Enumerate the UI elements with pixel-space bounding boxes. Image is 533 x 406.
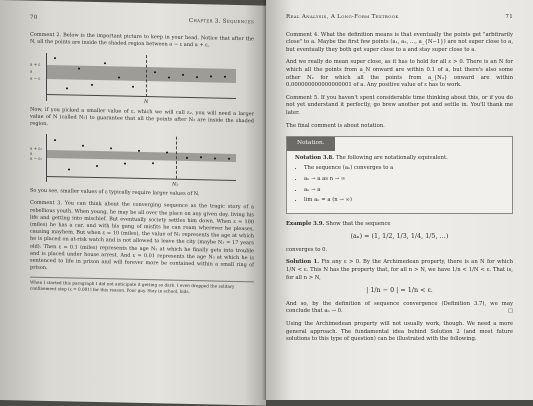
left-page-number: 70 bbox=[30, 14, 38, 21]
comment-2: Comment 2. Below is the important picture to keep in your head. Notice that after the N, all the points are inside the shaded region between a − ε and a + ε. bbox=[30, 31, 254, 49]
list-item: • aₙ → a as n → ∞ bbox=[304, 176, 504, 184]
example-text: Show that the sequence bbox=[325, 220, 391, 227]
example-converges: converges to 0. bbox=[286, 246, 328, 253]
y-label-lower-2: a − ε₂ bbox=[30, 155, 42, 162]
para-final-comment: The final comment is about notation. bbox=[286, 122, 385, 129]
n-label: N bbox=[144, 99, 149, 106]
para-super-close: And we really do mean super close, as it has to hold for all ε > 0. There is an N for which all the points from a_N onward are within 0.1 of a, but there's also some other N₂ for which all the points from a_{N₂} onward are within 0.000000000000000001 of a. Any positive value of ε has to work. bbox=[286, 59, 513, 89]
list-item: • aₙ → a bbox=[304, 187, 504, 195]
y-label-mid-2: a bbox=[30, 150, 33, 156]
comment-3: Comment 3. You can think about the converging sequence as the tragic story of a rebellious youth. When young, he may be all over the place on any given day, living his life and getting into mischief. But eventually society settles him down. When ε = 100 (miles) he has a car, and with his gang of misfits he can roam wherever he pleases, causing mayhem. But when ε = 10 (miles), the value of N₁ represents the age at which he is placed on at-risk watch and is not allowed to leave the city (maybe N₁ = 17 years old). Then ε = 0.1 (miles) represents the age N₂ at which he finally gets into trouble and is placed under house arrest. And ε = 0.01 represents the age N₃ at which he is sentenced to life in prison and will forever more be contained within a small ring of prison. bbox=[30, 200, 254, 272]
right-page-number: 71 bbox=[505, 14, 513, 20]
footnote: When I started this paragraph I did not anticipate it getting so dark. I even dropped the solitary confinement step (ε = 0.001) for this reason. Poor guy. Stay in school, kids. bbox=[30, 277, 254, 296]
shaded-region bbox=[46, 65, 236, 83]
y-label-mid: a bbox=[30, 68, 33, 74]
list-item: • lim aₙ = a (n → ∞) bbox=[304, 197, 504, 205]
notation-box bbox=[286, 136, 513, 214]
example-label: Example 3.9. bbox=[286, 220, 325, 227]
notation-list bbox=[295, 165, 504, 204]
convergence-plot-2 bbox=[30, 134, 236, 188]
list-item: • The sequence (aₙ) converges to a bbox=[304, 165, 504, 173]
para-smaller-epsilon: Now, if you picked a smaller value of ε, which we will call ε₂, you will need a larger value of N (called N₂) to guarantee that all the points after N₂ are inside the shaded region. bbox=[30, 106, 254, 128]
y-label-upper: a + ε bbox=[30, 61, 41, 67]
notation-title: Notation 3.8. bbox=[295, 154, 334, 161]
example-equation: (aₙ) = (1, 1/2, 1/3, 1/4, 1/5, …) bbox=[350, 232, 449, 241]
n2-label: N₂ bbox=[172, 181, 179, 188]
right-book-title: Real Analysis, A Long-Form Textbook bbox=[286, 14, 399, 20]
shaded-region-narrow bbox=[46, 150, 236, 162]
solution-label: Solution 1. bbox=[286, 259, 320, 266]
left-running-head bbox=[30, 15, 254, 27]
y-label-lower: a − ε bbox=[30, 75, 41, 81]
solution-equation: | 1/n − 0 | = 1/n < ε. bbox=[366, 286, 433, 295]
left-page bbox=[0, 0, 266, 406]
example-3-9 bbox=[286, 221, 513, 229]
comment-4: Comment 4. What the definition means is that eventually the points get "arbitrarily close" to a. Maybe the first few points (a₁, a₂, …, a_{N−1}) are not super close to a, but eventually they both get super close to a and stay super close to a. bbox=[286, 31, 513, 53]
solution-text: Fix any ε > 0. By the Archimedean property, there is an N for which 1/N < ε. This N has the property that, for all n > N, we have 1/n < 1/N < ε. That is, for all n > N, bbox=[286, 259, 513, 281]
y-label-upper-2: a + ε₂ bbox=[30, 145, 42, 152]
right-page bbox=[266, 0, 533, 400]
convergence-plot-1 bbox=[30, 52, 236, 106]
para-so-you-see: So you see, smaller values of ε typically require larger values of N. bbox=[30, 187, 200, 198]
para-archimedean: Using the Archimedean property will not usually work, though. We need a more general approach. The fundamental idea behind Solution 2 (and most future solutions to this type of question) can be illustrated with the following. bbox=[286, 321, 513, 343]
right-running-head bbox=[286, 14, 513, 22]
solution-1 bbox=[286, 259, 513, 282]
comment-5: Comment 5. If you haven't spent considerable time thinking about this, or if you do not yet understand it perfectly, go brew another pot and settle in. You'll thank me later. bbox=[286, 94, 513, 116]
notation-tab: Notation. bbox=[287, 137, 335, 151]
notation-intro: The following are notationally equivalent. bbox=[335, 154, 448, 161]
solution-conclusion: And so, by the definition of sequence convergence (Definition 3.7), we may conclude that aₙ → 0. □ bbox=[286, 300, 513, 315]
left-chapter-title: Chapter 3. Sequences bbox=[188, 17, 254, 26]
qed-symbol: □ bbox=[507, 308, 513, 315]
